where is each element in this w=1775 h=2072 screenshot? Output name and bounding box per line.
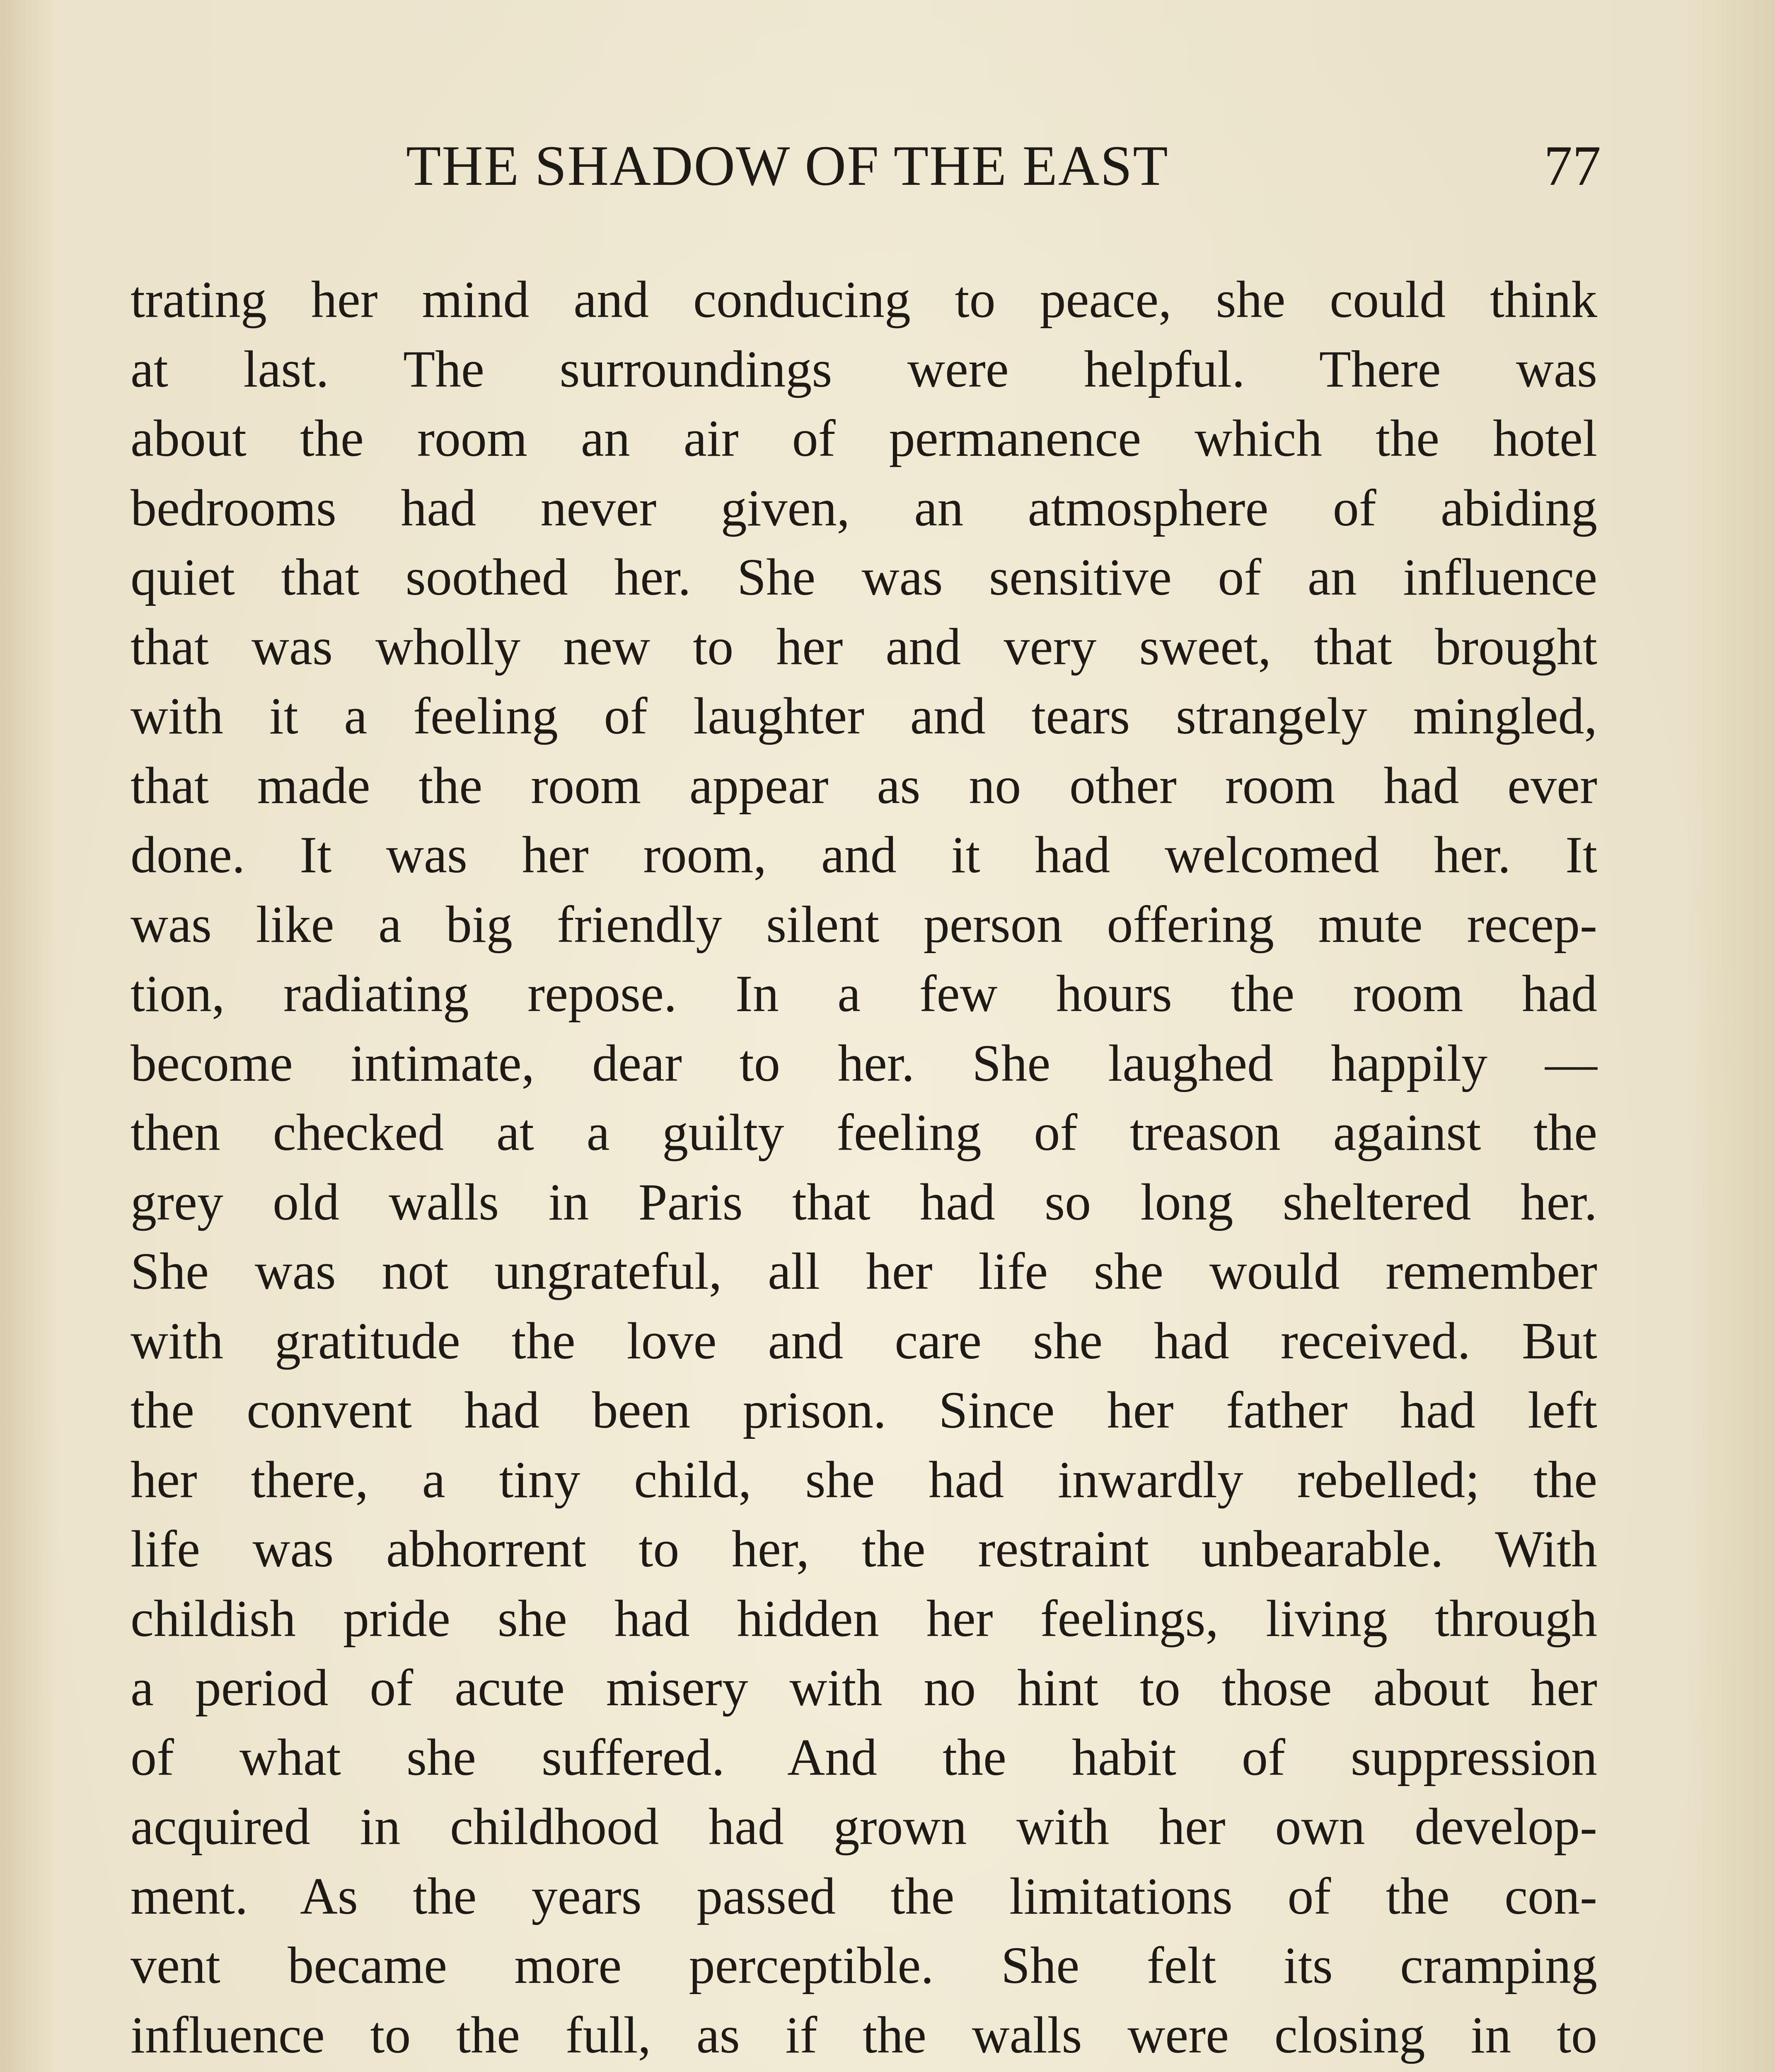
text-line: done. It was her room, and it had welcomed her. It <box>131 826 1597 884</box>
page-number: 77 <box>1544 134 1601 197</box>
text-line: trating her mind and conducing to peace, she could think <box>131 271 1597 329</box>
text-line: vent became more perceptible. She felt its cramping <box>131 1937 1597 1995</box>
text-line: was like a big friendly silent person offering mute recep- <box>131 896 1597 954</box>
text-line: her there, a tiny child, she had inwardly rebelled; the <box>131 1451 1597 1509</box>
text-line: childish pride she had hidden her feelings, living through <box>131 1590 1597 1648</box>
text-line <box>131 2070 1597 2072</box>
text-line: grey old walls in Paris that had so long sheltered her. <box>131 1173 1597 1231</box>
text-line: about the room an air of permanence which the hotel <box>131 410 1597 467</box>
running-title: THE SHADOW OF THE EAST <box>406 134 1169 197</box>
text-line: bedrooms had never given, an atmosphere of abiding <box>131 479 1597 537</box>
text-line: influence to the full, as if the walls were closing in to <box>131 2006 1597 2064</box>
text-line: that was wholly new to her and very sweet, that brought <box>131 618 1597 676</box>
text-line: become intimate, dear to her. She laughed happily — <box>131 1034 1597 1092</box>
text-line: with gratitude the love and care she had received. But <box>131 1312 1597 1370</box>
text-line: with it a feeling of laughter and tears strangely mingled, <box>131 687 1597 745</box>
text-line: of what she suffered. And the habit of suppression <box>131 1728 1597 1786</box>
text-line: at last. The surroundings were helpful. There was <box>131 340 1597 398</box>
text-line: acquired in childhood had grown with her own develop- <box>131 1798 1597 1856</box>
text-line: tion, radiating repose. In a few hours the room had <box>131 965 1597 1023</box>
text-line: ment. As the years passed the limitations of the con- <box>131 1867 1597 1925</box>
running-head <box>133 124 1601 207</box>
text-line: She was not ungrateful, all her life she would remember <box>131 1243 1597 1300</box>
text-line: a period of acute misery with no hint to those about her <box>131 1659 1597 1717</box>
text-line: that made the room appear as no other room had ever <box>131 757 1597 815</box>
text-line: the convent had been prison. Since her father had left <box>131 1382 1597 1439</box>
text-line: then checked at a guilty feeling of treason against the <box>131 1104 1597 1162</box>
text-line: quiet that soothed her. She was sensitive of an influence <box>131 549 1597 606</box>
body-text <box>131 265 1597 2072</box>
text-line: life was abhorrent to her, the restraint unbearable. With <box>131 1520 1597 1578</box>
